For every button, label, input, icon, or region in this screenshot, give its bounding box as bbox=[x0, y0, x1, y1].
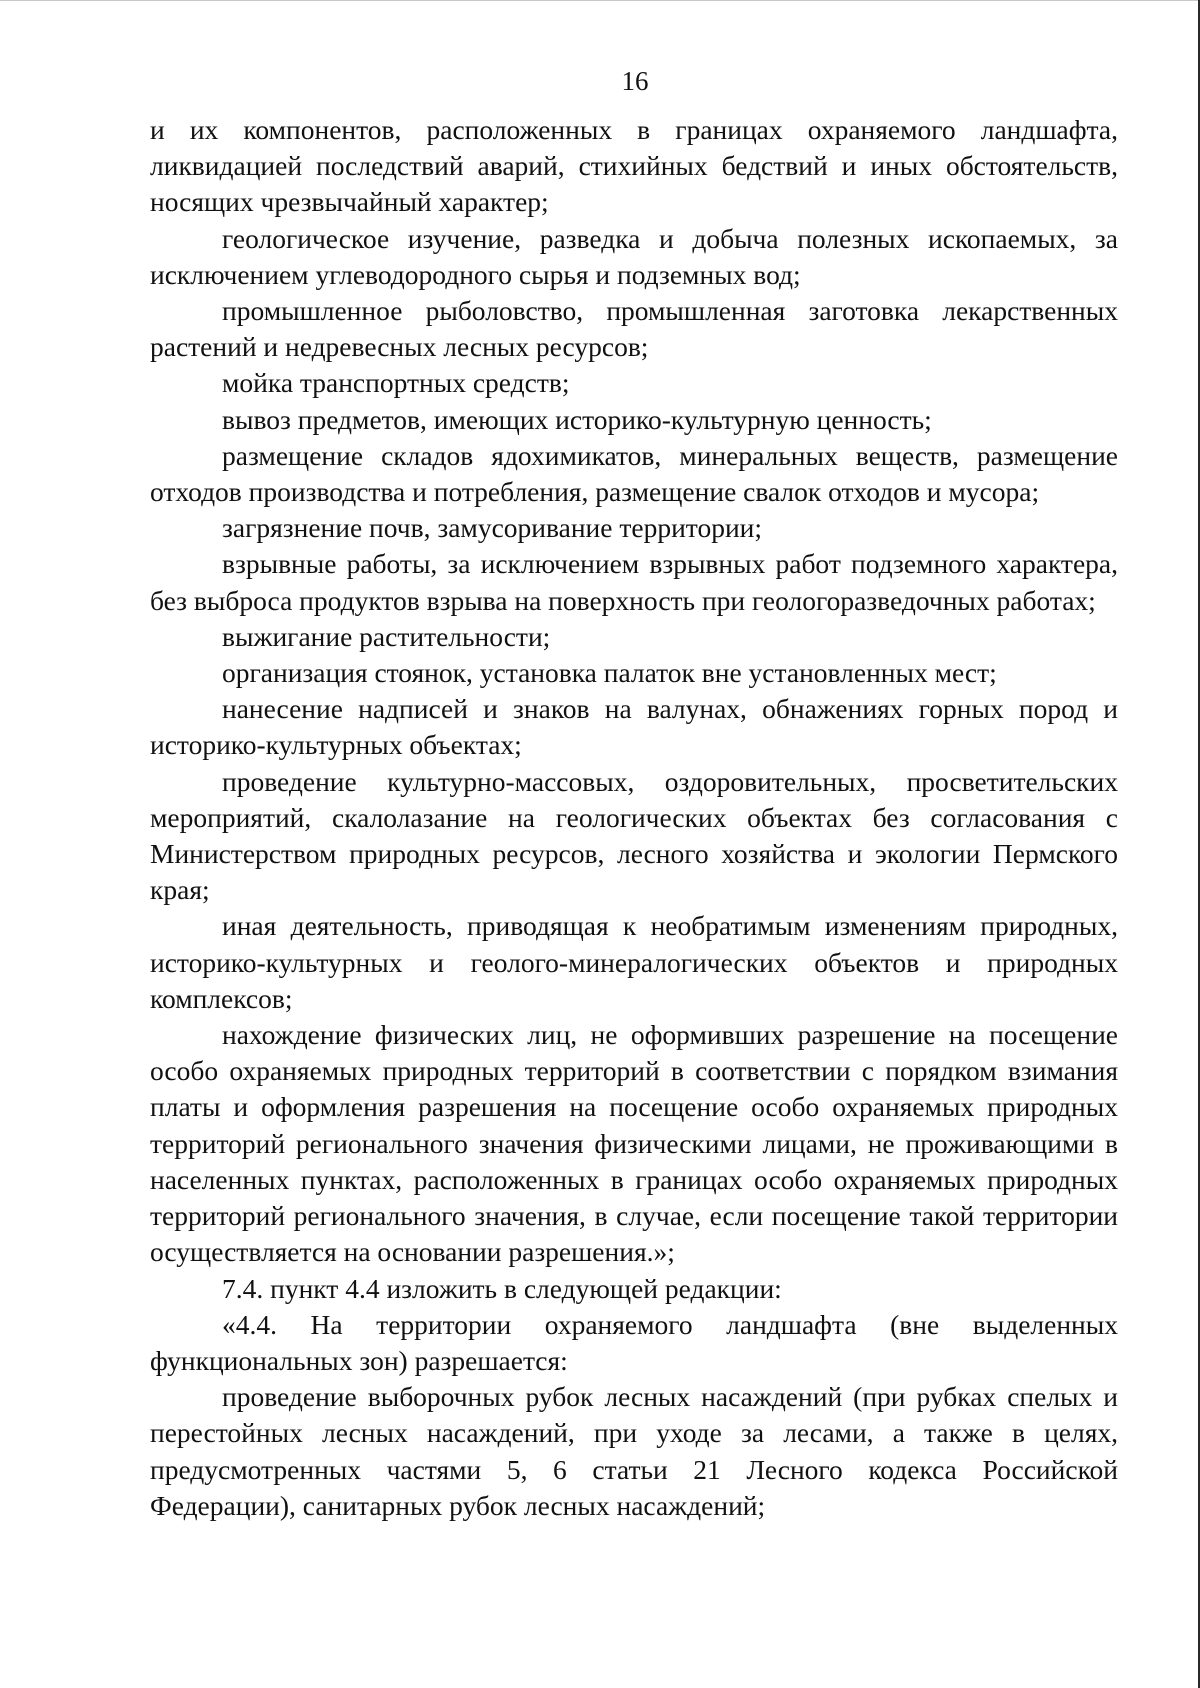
paragraph: «4.4. На территории охраняемого ландшафта (вне выделенных функциональных зон) разрешается: bbox=[150, 1308, 1118, 1376]
paragraph: промышленное рыболовство, промышленная заготовка лекарственных растений и недревесных лесных ресурсов; bbox=[150, 295, 1118, 363]
paragraph: загрязнение почв, замусоривание территории; bbox=[222, 512, 763, 544]
page-top-edge bbox=[0, 0, 1198, 1]
paragraph: иная деятельность, приводящая к необратимым изменениям природных, историко-культурных и геолого-минералогических объектов и природных комплексов; bbox=[150, 910, 1118, 1014]
paragraph: проведение культурно-массовых, оздоровительных, просветительских мероприятий, скалолазание на геологических объектах без согласования с Министерством природных ресурсов, лесного хозяйства и экологии Пермского края; bbox=[150, 765, 1118, 906]
paragraph: нанесение надписей и знаков на валунах, обнажениях горных пород и историко-культурных объектах; bbox=[150, 693, 1118, 761]
paragraph: мойка транспортных средств; bbox=[222, 367, 570, 399]
paragraph: проведение выборочных рубок лесных насаждений (при рубках спелых и перестойных лесных насаждений, при уходе за лесами, а также в целях, предусмотренных частями 5, 6 статьи 21 Лесного кодекса Российской Федерации), санитарных рубок лесных насаждений; bbox=[150, 1381, 1118, 1521]
paragraph: 7.4. пункт 4.4 изложить в следующей редакции: bbox=[222, 1272, 782, 1304]
page-number: 16 bbox=[621, 66, 649, 96]
paragraph: организация стоянок, установка палаток вне установленных мест; bbox=[222, 657, 997, 689]
document-body bbox=[150, 112, 1118, 1524]
paragraph: вывоз предметов, имеющих историко-культурную ценность; bbox=[222, 403, 932, 435]
paragraph: выжигание растительности; bbox=[222, 620, 551, 652]
paragraph: размещение складов ядохимикатов, минеральных веществ, размещение отходов производства и потребления, размещение свалок отходов и мусора; bbox=[150, 439, 1118, 508]
paragraph: и их компонентов, расположенных в границах охраняемого ландшафта, ликвидацией последствий аварий, стихийных бедствий и иных обстоятельств, носящих чрезвычайный характер; bbox=[150, 114, 1118, 218]
paragraph: взрывные работы, за исключением взрывных работ подземного характера, без выброса продуктов взрыва на поверхность при геологоразведочных работах; bbox=[150, 548, 1118, 616]
paragraph: нахождение физических лиц, не оформивших разрешение на посещение особо охраняемых природных территорий в соответствии с порядком взимания платы и оформления разрешения на посещение особо охраняемых природных территорий регионального значения физическими лицами, не проживающими в населенных пунктах, расположенных в границах особо охраняемых природных территорий регионального значения, в случае, если посещение такой территории осуществляется на основании разрешения.»; bbox=[150, 1019, 1118, 1268]
paragraph: геологическое изучение, разведка и добыча полезных ископаемых, за исключением углеводородного сырья и подземных вод; bbox=[150, 222, 1118, 290]
